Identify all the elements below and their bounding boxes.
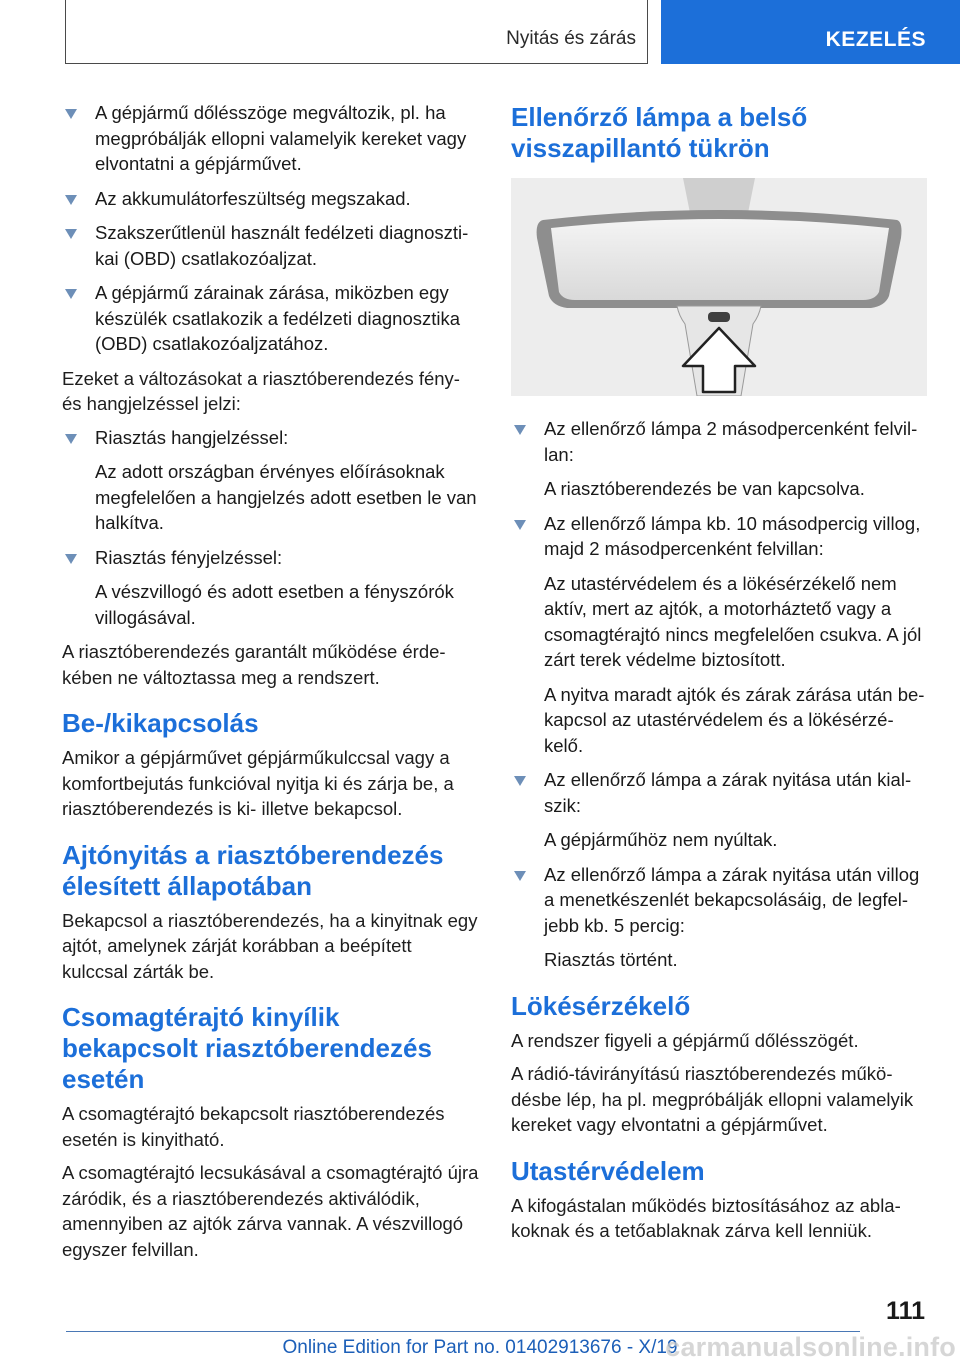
list-subtext: A vészvillogó és adott esetben a fényszórók villogásával. — [95, 581, 454, 628]
list-subtext: A riasztóberendezés be van kapcsolva. — [544, 478, 865, 499]
page-number: 111 — [886, 1297, 925, 1325]
left-column — [62, 100, 480, 1270]
list-item: Az ellenőrző lámpa 2 másodpercenként felvil‐lan: — [511, 416, 931, 467]
bullet-triangle-icon — [514, 425, 526, 435]
list-item: A gépjármű zárainak zárása, miközben egy készülék csatlakozik a fedélzeti diagnosztika (OBD) csatlakozóaljzatához. — [62, 280, 480, 357]
list-item: Az ellenőrző lámpa a zárak nyitása után kial‐szik: — [511, 767, 931, 818]
list-item: Az ellenőrző lámpa kb. 10 másodpercig villog, majd 2 másodpercenként felvillan: — [511, 511, 931, 562]
warning-text: A riasztóberendezés garantált működése érde‐kében ne változtassa meg a rendszert. — [62, 641, 446, 688]
list-subtext: Az adott országban érvényes előírásoknak megfelelően a hangjelzés adott esetben le van halkítva. — [95, 461, 477, 533]
chapter-tab — [661, 0, 960, 64]
section-title: Nyitás és zárás — [506, 28, 636, 49]
section-text: A kifogástalan működés biztosításához az abla‐koknak és a tetőablaknak zárva kell lenniük. — [511, 1194, 901, 1241]
footer-edition: Online Edition for Part no. 01402913676 - X/19 — [282, 1337, 678, 1358]
bullet-triangle-icon — [514, 776, 526, 786]
watermark: carmanualsonline.info — [665, 1332, 956, 1362]
section-text: Amikor a gépjárművet gépjárműkulccsal vagy a komfortbejutás funkcióval nyitja ki és zárja be, a riasztóberendezés is ki- illetve bekapcsol. — [62, 747, 454, 819]
chapter-tab-label: KEZELÉS — [825, 28, 926, 51]
section-heading: Be-/kikapcsolás — [62, 708, 259, 738]
section-text: A rendszer figyeli a gépjármű dőlésszögét. — [511, 1029, 859, 1051]
bullet-triangle-icon — [65, 289, 77, 299]
bullet-triangle-icon — [514, 871, 526, 881]
list-item: Szakszerűtlenül használt fedélzeti diagnoszti‐kai (OBD) csatlakozóaljzat. — [62, 220, 480, 271]
list-subtext: Az utastérvédelem és a lökésérzékelő nem aktív, mert az ajtók, a motorháztető vagy a csomagtérajtó nincs megfelelően csukva. A jól zárt terek védelme biztosított. — [544, 572, 922, 670]
bullet-triangle-icon — [65, 554, 77, 564]
rearview-mirror-illustration — [511, 178, 927, 396]
list-item: Az ellenőrző lámpa a zárak nyitása után villog a menetkészenlét bekapcsolásáig, de legfel‐jebb kb. 5 percig: — [511, 862, 931, 939]
right-column — [511, 100, 931, 1252]
section-heading: Ellenőrző lámpa a belső visszapillantó tükrön — [511, 102, 808, 163]
section-text: A csomagtérajtó bekapcsolt riasztóberendezés esetén is kinyitható. — [62, 1103, 445, 1150]
bullet-triangle-icon — [514, 520, 526, 530]
bullet-triangle-icon — [65, 229, 77, 239]
section-heading: Utastérvédelem — [511, 1155, 705, 1186]
list-item: Riasztás fényjelzéssel: — [62, 545, 480, 571]
list-subtext: A gépjárműhöz nem nyúltak. — [544, 829, 778, 850]
bullet-triangle-icon — [65, 109, 77, 119]
section-text: A csomagtérajtó lecsukásával a csomagtérajtó újra záródik, és a riasztóberendezés aktiválódik, amennyiben az ajtók zárva vannak. A vészvillogó egyszer felvillan. — [62, 1162, 479, 1260]
bullet-triangle-icon — [65, 434, 77, 444]
list-item: Az akkumulátorfeszültség megszakad. — [62, 186, 480, 212]
alarm-intro: Ezeket a változásokat a riasztóberendezés fény- és hangjelzéssel jelzi: — [62, 367, 460, 414]
mirror-image — [511, 178, 927, 396]
section-text: A rádió-távirányítású riasztóberendezés műkö‐désbe lép, ha pl. megpróbálják ellopni valamelyik kereket vagy elvontatni a gépjárművet. — [511, 1063, 914, 1135]
section-heading: Lökésérzékelő — [511, 990, 691, 1021]
section-heading: Ajtónyitás a riasztóberendezés élesített állapotában — [62, 839, 444, 901]
list-subtext: A nyitva maradt ajtók és zárak zárása után be‐kapcsol az utastérvédelem és a lökésérzé‐kelő. — [544, 683, 925, 756]
list-item: A gépjármű dőlésszöge megváltozik, pl. ha megpróbálják ellopni valamelyik kereket vagy elvontatni a gépjárművet. — [62, 100, 480, 177]
section-heading: Csomagtérajtó kinyílik bekapcsolt riasztóberendezés esetén — [62, 1002, 432, 1094]
bullet-triangle-icon — [65, 195, 77, 205]
list-subtext: Riasztás történt. — [544, 949, 678, 970]
section-text: Bekapcsol a riasztóberendezés, ha a kinyitnak egy ajtót, amelynek zárját korábban a beépített kulccsal zárták be. — [62, 909, 478, 982]
list-item: Riasztás hangjelzéssel: — [62, 425, 480, 451]
